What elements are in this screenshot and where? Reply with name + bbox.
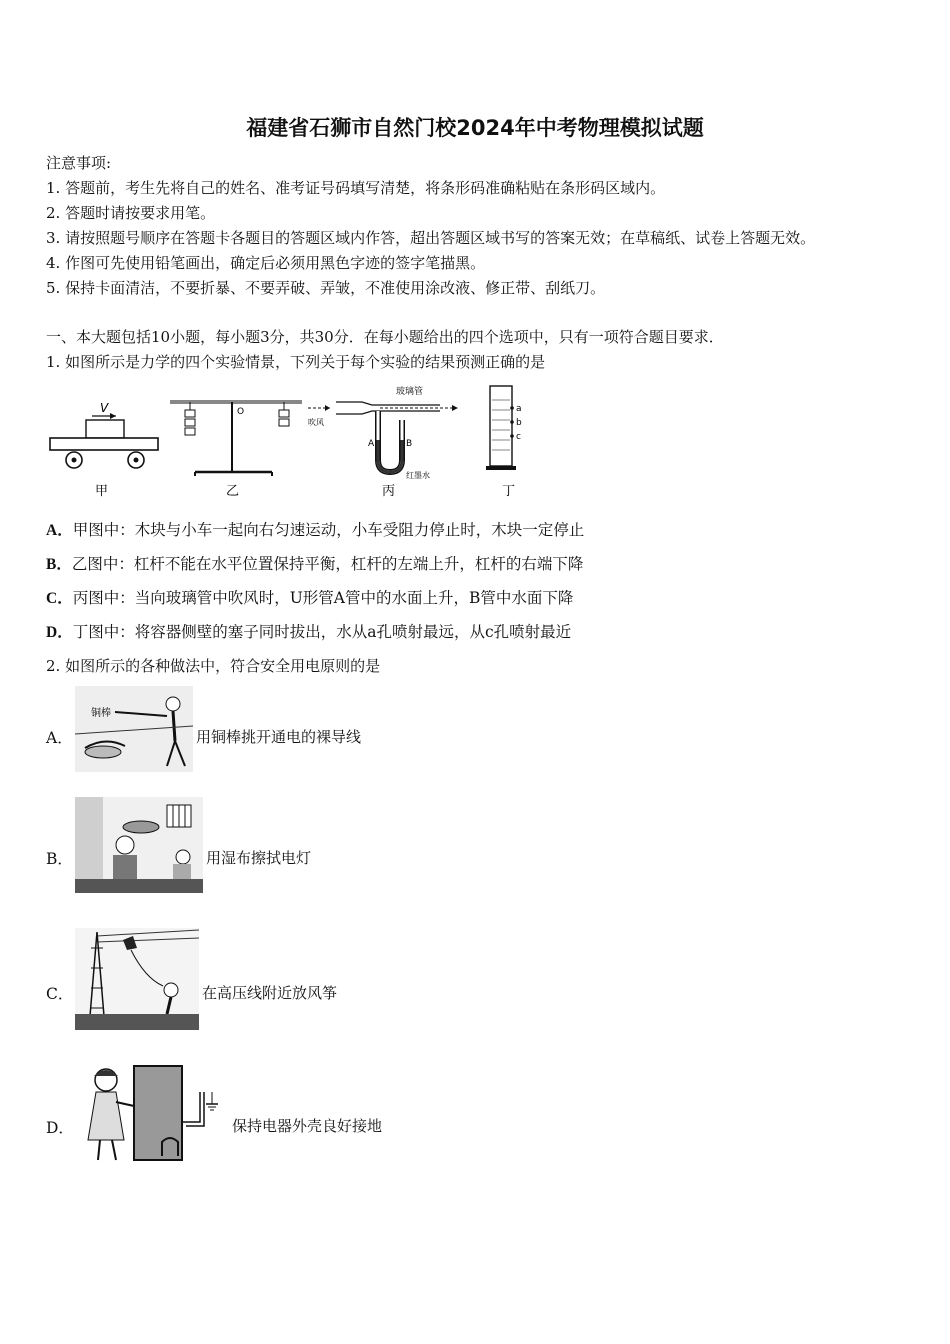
section-heading: 一、本大题包括10小题，每小题3分，共30分．在每小题给出的四个选项中，只有一项符合题目要求． [46, 328, 724, 346]
q2-option-c-letter: C． [46, 985, 74, 1003]
q2-option-d-letter: D． [46, 1119, 74, 1137]
hole-b-label: b [516, 418, 522, 428]
q2-figure-b [75, 797, 203, 893]
q1-option-d: D．丁图中：将容器侧壁的塞子同时拔出，水从a孔喷射最远，从c孔喷射最近 [46, 623, 572, 641]
figure-bing-utube [308, 385, 458, 499]
cart-body [50, 438, 158, 450]
notice-item: 1. 答题前，考生先将自己的姓名、准考证号码填写清楚，将条形码准确粘贴在条形码区域内。 [46, 179, 666, 197]
blow-label: 吹风 [308, 418, 324, 427]
q2-option-b-text: 用湿布擦拭电灯 [206, 849, 312, 867]
q2-option-d-text: 保持电器外壳良好接地 [232, 1117, 383, 1135]
q2-figure-d [78, 1062, 228, 1164]
figure-jia-cart [50, 401, 158, 499]
q2-figure-c [75, 928, 199, 1030]
page-title: 福建省石狮市自然门校2024年中考物理模拟试题 [246, 116, 704, 140]
glass-tube-label: 玻璃管 [396, 387, 424, 397]
notice-item: 2. 答题时请按要求用笔。 [46, 204, 216, 222]
q2-option-c-text: 在高压线附近放风筝 [202, 984, 338, 1002]
question-1-stem: 1. 如图所示是力学的四个实验情景，下列关于每个实验的结果预测正确的是 [46, 353, 546, 371]
figure-yi-lever [170, 402, 302, 499]
hole-a-label: a [516, 404, 522, 414]
velocity-label: V [100, 401, 109, 415]
wood-block [86, 420, 124, 438]
figure-label-ding: 丁 [502, 484, 516, 499]
figure-ding-container [486, 386, 522, 499]
container-body [490, 386, 512, 466]
figure-label-bing: 丙 [382, 484, 396, 499]
q2-option-a-text: 用铜棒挑开通电的裸导线 [196, 728, 362, 746]
hole-c-label: c [516, 432, 521, 442]
tube-b-label: B [406, 439, 413, 449]
pivot-label: O [237, 407, 245, 417]
q2-option-b-letter: B． [46, 850, 73, 868]
notice-item: 5. 保持卡面清洁，不要折暴、不要弄破、弄皱，不准使用涂改液、修正带、刮纸刀。 [46, 279, 606, 297]
notice-item: 3. 请按照题号顺序在答题卡各题目的答题区域内作答，超出答题区域书写的答案无效；在草稿纸、试卷上答题无效。 [46, 229, 816, 247]
q2-option-a-letter: A． [46, 729, 73, 747]
q1-option-c: C．丙图中：当向玻璃管中吹风时，U形管A管中的水面上升，B管中水面下降 [46, 589, 574, 607]
figure-label-jia: 甲 [95, 484, 109, 499]
q2-figure-a [75, 686, 193, 772]
q1-option-b: B．乙图中：杠杆不能在水平位置保持平衡，杠杆的左端上升，杠杆的右端下降 [46, 555, 584, 573]
appliance-body [134, 1066, 182, 1160]
tube-a-label: A [368, 439, 375, 449]
q1-figures [40, 380, 540, 502]
question-2-stem: 2. 如图所示的各种做法中，符合安全用电原则的是 [46, 657, 381, 675]
red-ink-label: 红墨水 [406, 471, 430, 480]
notice-item: 4. 作图可先使用铅笔画出，确定后必须用黑色字迹的签字笔描黑。 [46, 254, 486, 272]
figure-label-yi: 乙 [226, 484, 240, 499]
copper-rod-label: 铜棒 [91, 708, 111, 719]
q1-option-a: A．甲图中：木块与小车一起向右匀速运动，小车受阻力停止时，木块一定停止 [46, 521, 585, 539]
notice-heading: 注意事项: [46, 154, 112, 172]
